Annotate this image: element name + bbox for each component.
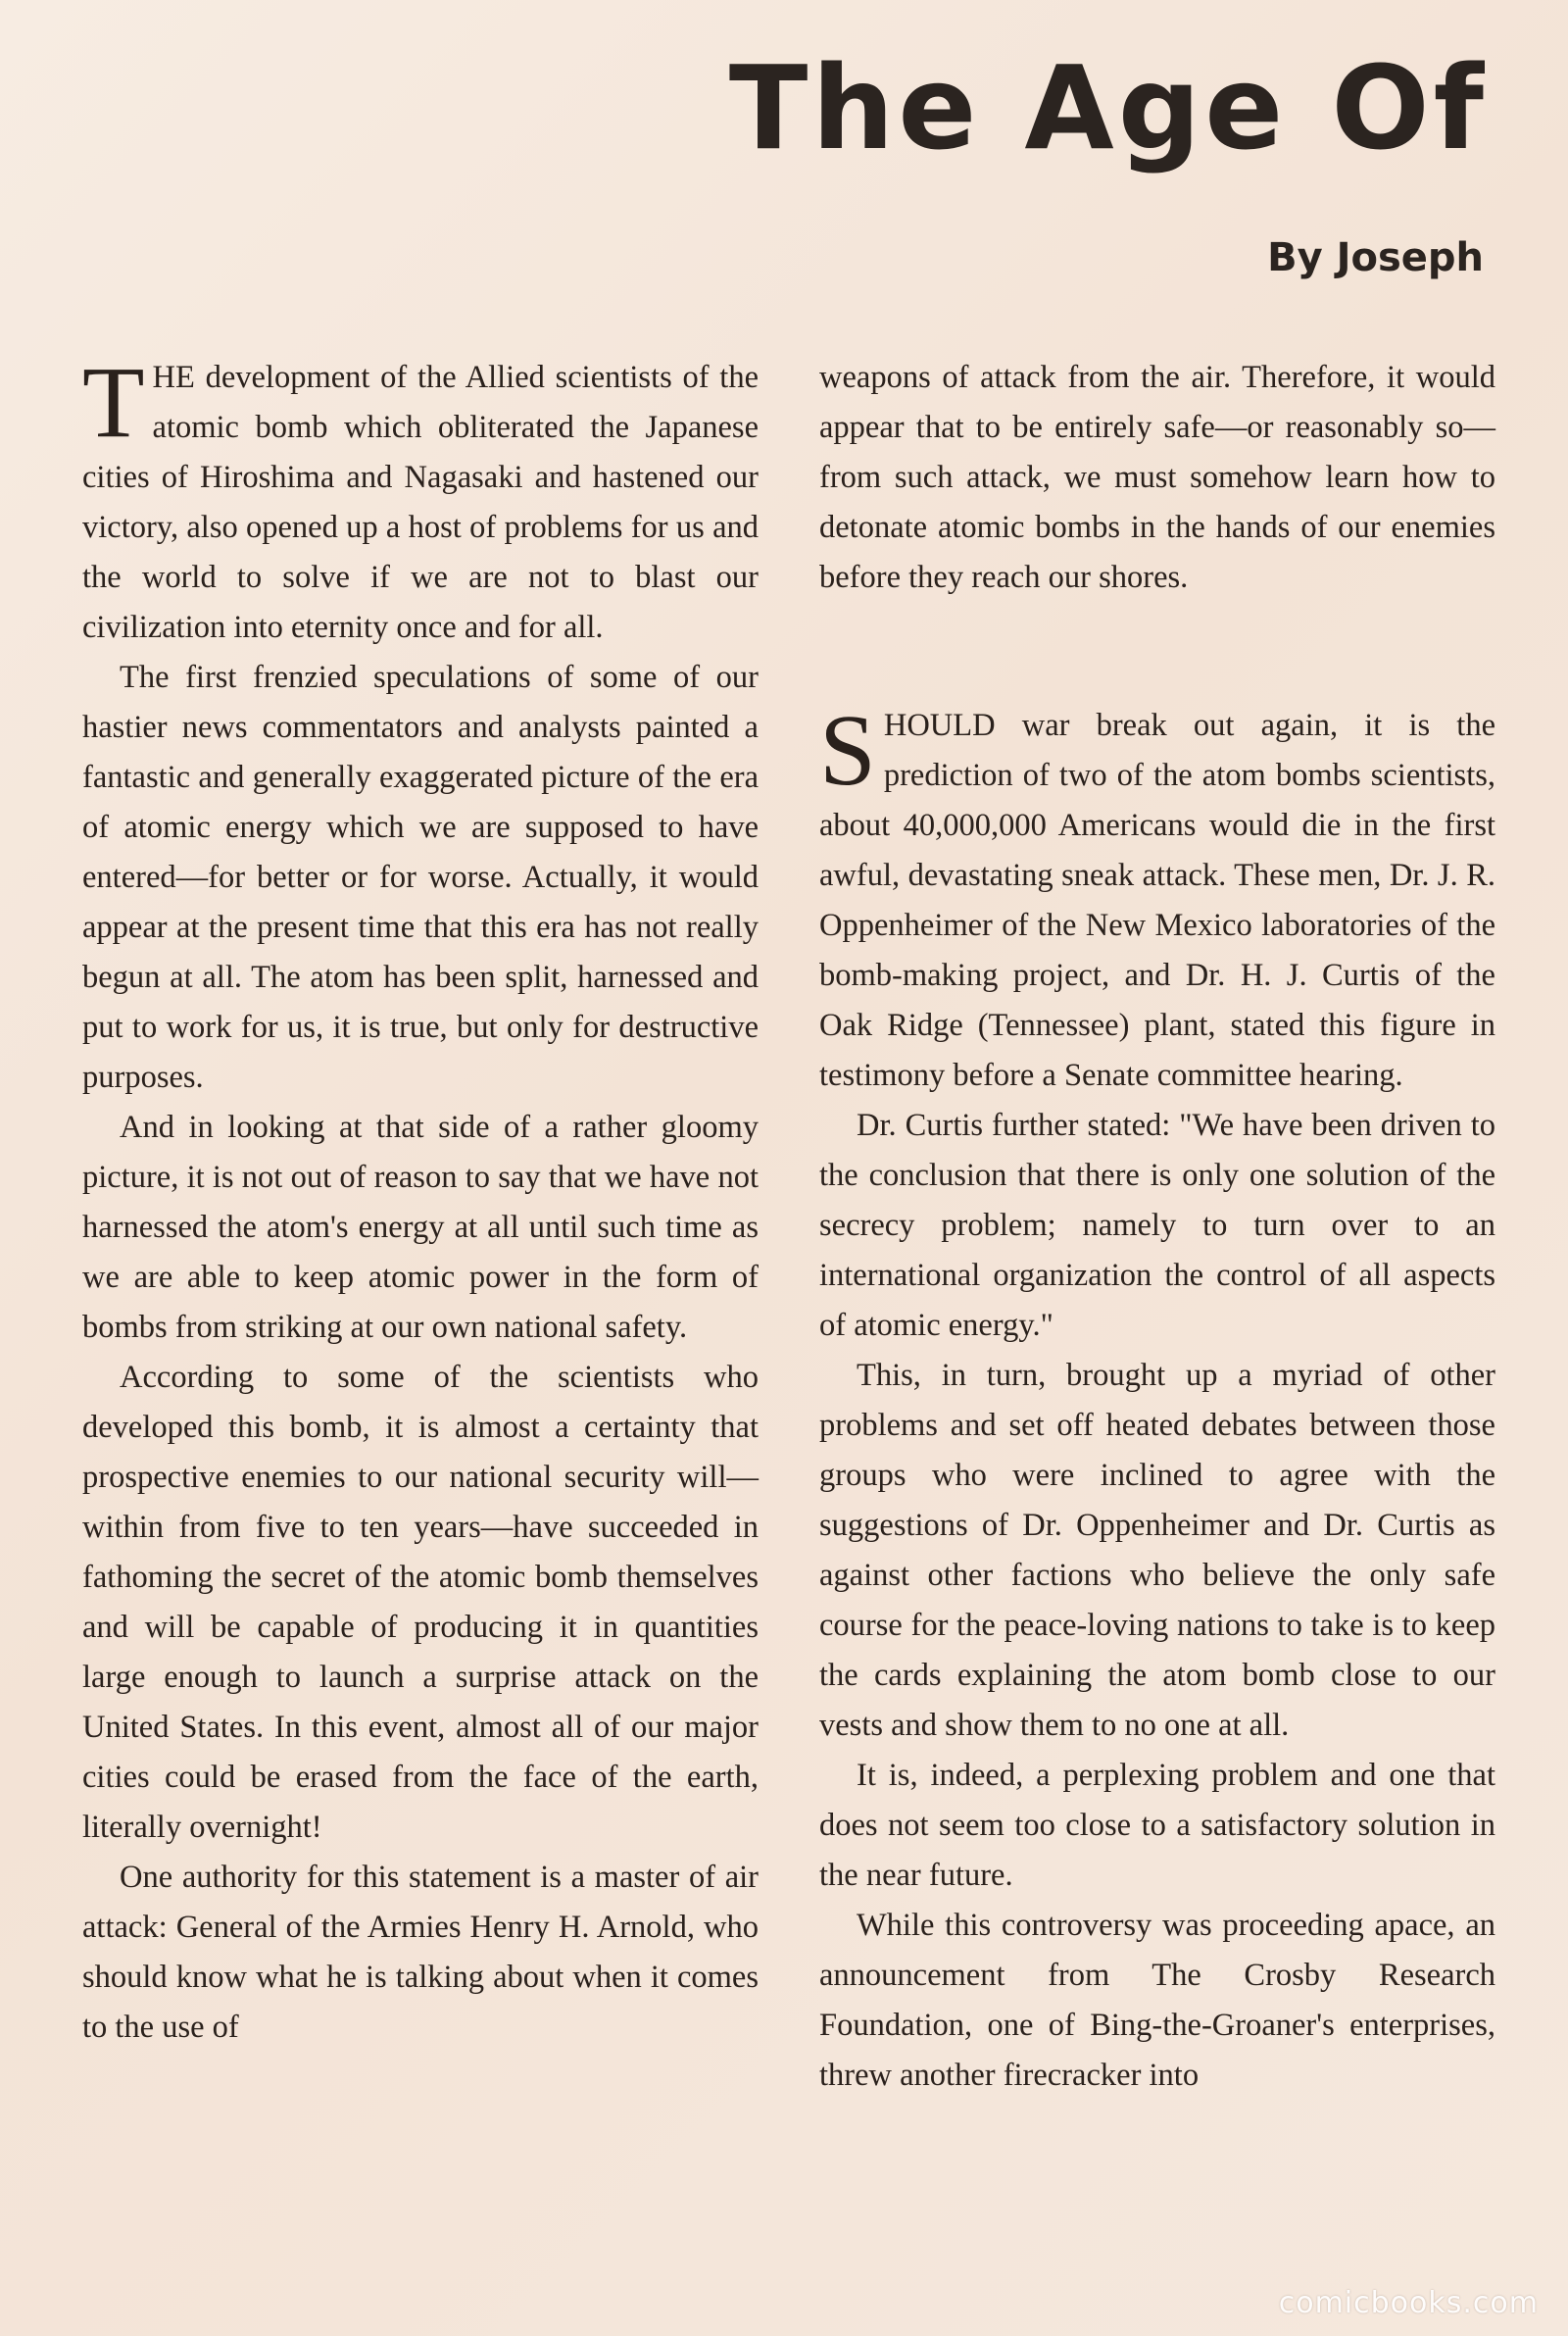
paragraph: One authority for this statement is a master of air attack: General of the Armies Henry H. Arnold, who should know what he is talking about when it comes to the use of — [82, 1860, 759, 2045]
left-column — [82, 346, 759, 2053]
watermark: comicbooks.com — [1278, 2286, 1539, 2320]
paragraph: This, in turn, brought up a myriad of other problems and set off heated debates between those groups who were inclined to agree with the suggestions of Dr. Oppenheimer and Dr. Curtis as against other factions who believe the only safe course for the peace-loving nations to take is to keep the cards explaining the atom bomb close to our vests and show them to no one at all. — [819, 1358, 1495, 1743]
drop-cap: S — [819, 694, 876, 807]
paragraph: weapons of attack from the air. Therefore, it would appear that to be entirely safe—or reasonably so—from such attack, we must somehow learn how to detonate atomic bombs in the hands of our enemies before they reach our shores. — [819, 360, 1495, 595]
drop-cap: T — [82, 346, 145, 459]
right-column — [819, 353, 1495, 2101]
paragraph: While this controversy was proceeding apace, an announcement from The Crosby Research Foundation, one of Bing-the-Groaner's enterprises, threw another firecracker into — [819, 1908, 1495, 2093]
paragraph-text: HE development of the Allied scientists of the atomic bomb which obliterated the Japanese cities of Hiroshima and Nagasaki and hastened our victory, also opened up a host of problems for us and the world to solve if we are not to blast our civilization into eternity once and for all. — [82, 360, 759, 645]
paragraph: And in looking at that side of a rather gloomy picture, it is not out of reason to say that we have not harnessed the atom's energy at all until such time as we are able to keep atomic power in the form of bombs from striking at our own national safety. — [82, 1110, 759, 1345]
paragraph — [82, 346, 759, 653]
paragraph-text: HOULD war break out again, it is the prediction of two of the atom bombs scientists, about 40,000,000 Americans would die in the first awful, devastating sneak attack. These men, Dr. J. R. Oppenheimer of the New Mexico laboratories of the bomb-making project, and Dr. H. J. Curtis of the Oak Ridge (Tennessee) plant, stated this figure in testimony before a Senate committee hearing. — [819, 708, 1495, 1093]
article-title: The Age Of — [728, 40, 1488, 175]
paragraph: The first frenzied speculations of some of our hastier news commentators and analysts painted a fantastic and generally exaggerated picture of the era of atomic energy which we are supposed to have entered—for better or for worse. Actually, it would appear at the present time that this era has not really begun at all. The atom has been split, harnessed and put to work for us, it is true, but only for destructive purposes. — [82, 660, 759, 1095]
paragraph: According to some of the scientists who developed this bomb, it is almost a certainty that prospective enemies to our national security will—within from five to ten years—have succeeded in fathoming the secret of the atomic bomb themselves and will be capable of producing it in quantities large enough to launch a surprise attack on the United States. In this event, almost all of our major cities could be erased from the face of the earth, literally overnight! — [82, 1360, 759, 1845]
paragraph: It is, indeed, a perplexing problem and one that does not seem too close to a satisfactory solution in the near future. — [819, 1758, 1495, 1893]
paragraph — [819, 694, 1495, 1101]
paragraph: Dr. Curtis further stated: "We have been driven to the conclusion that there is only one solution of the secrecy problem; namely to turn over to an international organization the control of all aspects of atomic energy." — [819, 1108, 1495, 1343]
byline: By Joseph — [1267, 235, 1484, 280]
section-break — [819, 603, 1495, 701]
